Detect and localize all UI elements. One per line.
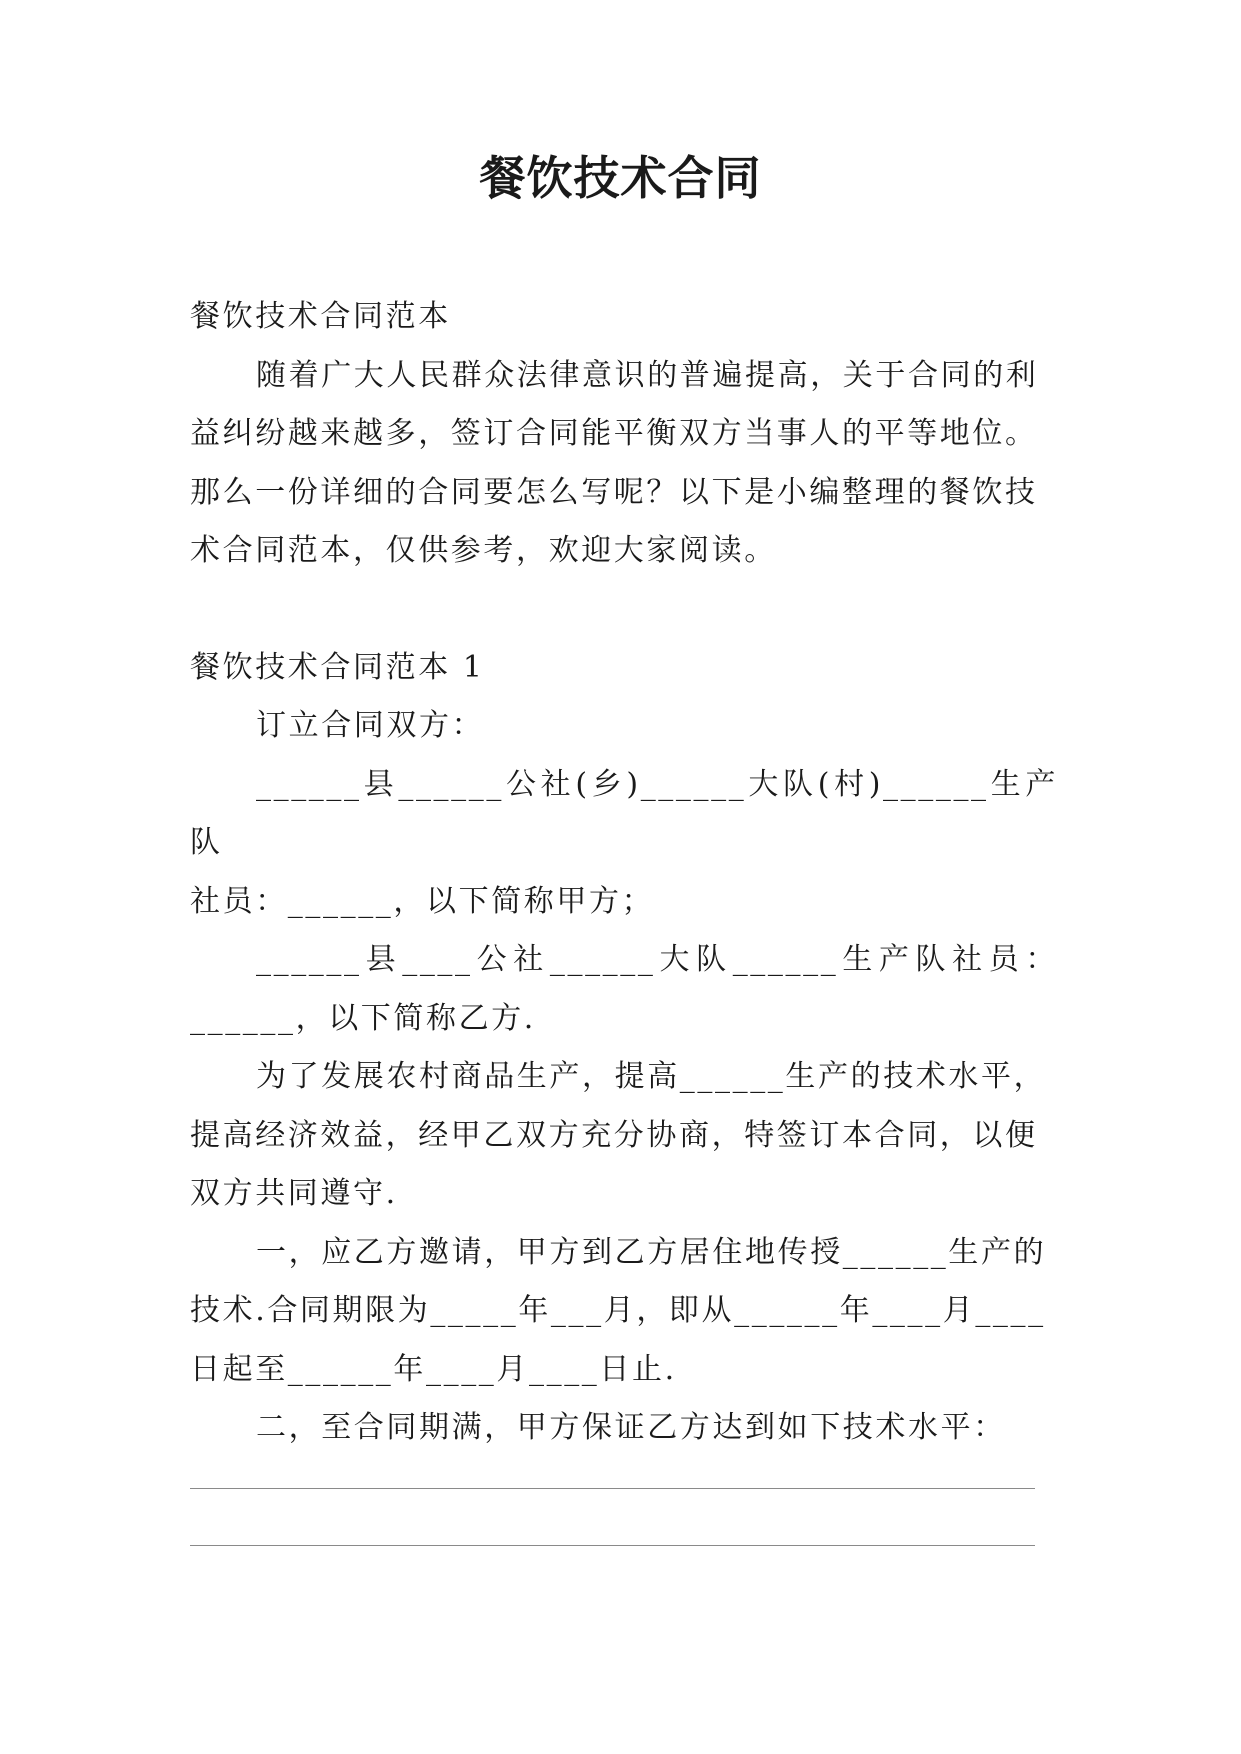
parties-heading: 订立合同双方： bbox=[256, 708, 485, 743]
clause-1-paragraph: 一，应乙方邀请，甲方到乙方居住地传授______生产的技术.合同期限为_____年___月，即从______年____月____日起至______年____月____日止. bbox=[190, 1234, 1047, 1387]
fill-in-line bbox=[190, 1488, 1035, 1489]
paragraph-gap bbox=[190, 581, 1058, 639]
fill-in-line bbox=[190, 1545, 1035, 1546]
party-a-line-2: 社员：______，以下简称甲方； bbox=[190, 883, 655, 919]
clause-2-paragraph: 二，至合同期满，甲方保证乙方达到如下技术水平： bbox=[256, 1410, 1006, 1445]
party-b-line-2: ______，以下简称乙方. bbox=[190, 1000, 536, 1036]
document-title: 餐饮技术合同 bbox=[479, 151, 762, 205]
intro-paragraph: 随着广大人民群众法律意识的普遍提高，关于合同的利益纠纷越来越多，签订合同能平衡双方当事人的平等地位。那么一份详细的合同要怎么写呢？以下是小编整理的餐饮技术合同范本，仅供参考，欢迎大家阅读。 bbox=[190, 357, 1039, 568]
section-heading: 餐饮技术合同范本 1 bbox=[190, 649, 485, 685]
party-b-line-1: ______县____公社______大队______生产队社员： bbox=[256, 942, 1058, 977]
subtitle: 餐饮技术合同范本 bbox=[190, 299, 451, 334]
document-body bbox=[190, 288, 1058, 1458]
purpose-paragraph: 为了发展农村商品生产，提高______生产的技术水平，提高经济效益，经甲乙双方充分协商，特签订本合同，以便双方共同遵守. bbox=[190, 1059, 1047, 1211]
party-a-line-1: ______县______公社(乡)______大队(村)______生产队 bbox=[190, 766, 1058, 860]
